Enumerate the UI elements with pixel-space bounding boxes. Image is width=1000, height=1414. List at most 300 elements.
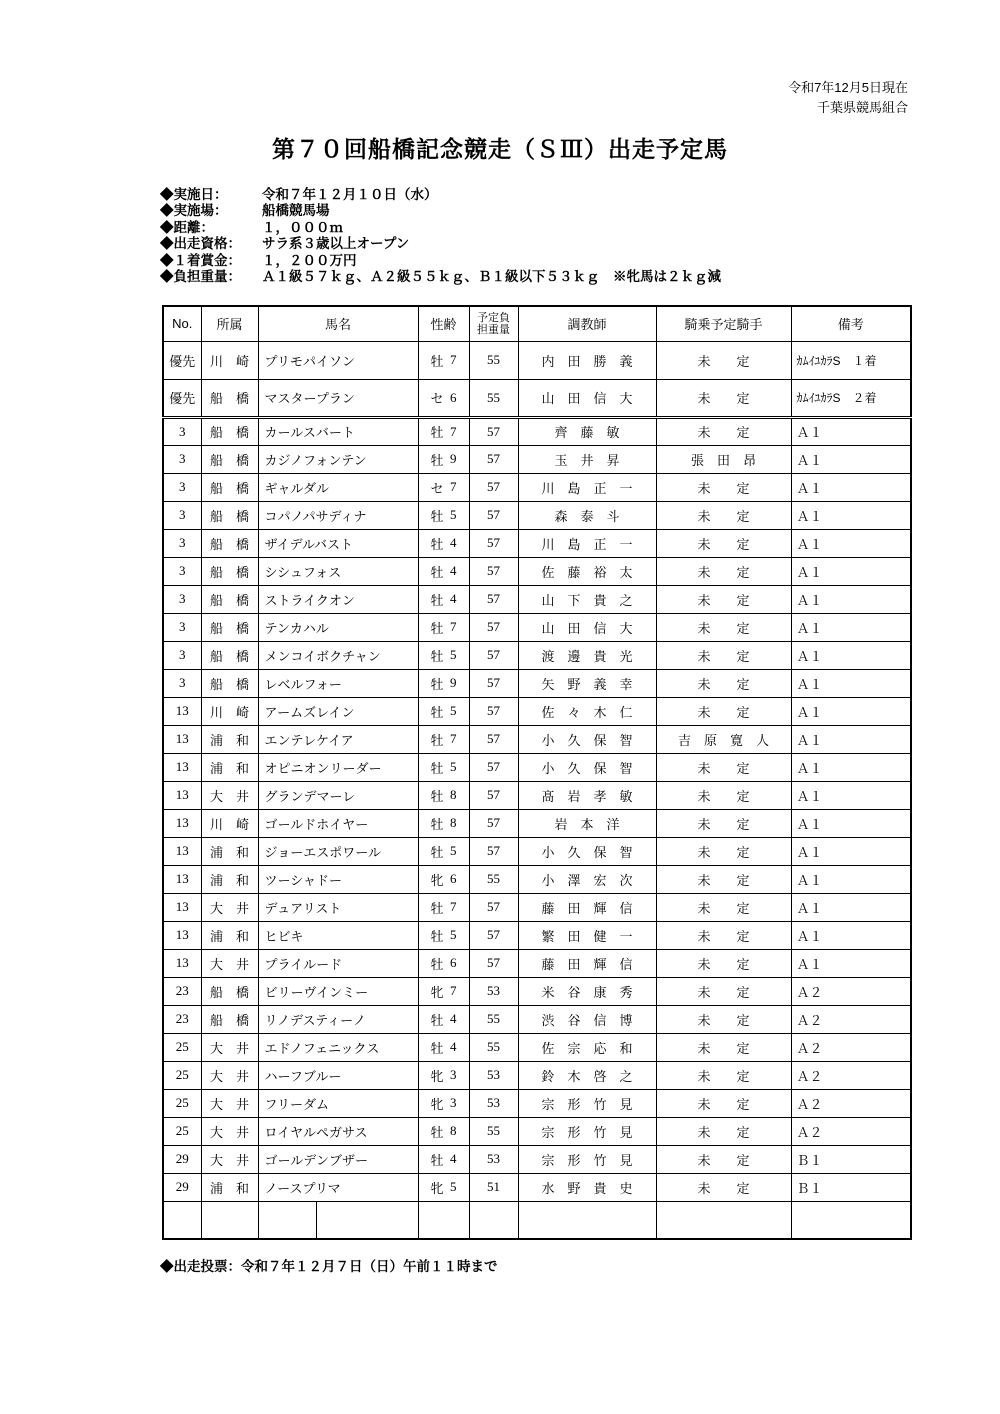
entry-remark: Ａ１ — [791, 865, 911, 893]
entry-sex-age — [418, 417, 469, 445]
entry-sex-age — [418, 473, 469, 501]
entry-sex-age — [418, 1173, 469, 1201]
entry-sex-age-wrap — [419, 590, 469, 609]
entry-affiliation: 大 井 — [201, 1061, 258, 1089]
race-info-value: サラ系３歳以上オープン — [262, 236, 410, 252]
entry-jockey: 未 定 — [656, 977, 791, 1005]
entry-no: 25 — [163, 1117, 201, 1145]
entry-trainer: 佐 藤 裕 太 — [518, 557, 656, 585]
entry-affiliation: 浦 和 — [201, 753, 258, 781]
entry-age: 5 — [450, 1179, 457, 1194]
entry-horse-name: ノースプリマ — [258, 1173, 418, 1201]
entry-weight: 57 — [469, 529, 518, 557]
entry-row — [163, 501, 911, 529]
entry-weight: 53 — [469, 1089, 518, 1117]
entry-affiliation: 大 井 — [201, 949, 258, 977]
entry-remark: Ａ１ — [791, 753, 911, 781]
entry-row — [163, 585, 911, 613]
entry-sex: 牡 — [430, 452, 444, 468]
entry-weight: 57 — [469, 949, 518, 977]
entry-sex-age-wrap — [419, 926, 469, 945]
entry-row — [163, 949, 911, 977]
entry-sex: 牡 — [430, 704, 444, 720]
entry-row — [163, 379, 911, 417]
entry-row — [163, 1033, 911, 1061]
entry-horse-name: エドノフェニックス — [258, 1033, 418, 1061]
entry-sex-age — [418, 641, 469, 669]
entry-sex-age-wrap — [419, 388, 469, 407]
entry-row — [163, 837, 911, 865]
empty-cell-horse — [258, 1201, 418, 1239]
entry-no: 13 — [163, 893, 201, 921]
entry-affiliation: 大 井 — [201, 781, 258, 809]
entry-horse-name: ツーシャドー — [258, 865, 418, 893]
entry-sex: 牝 — [430, 1180, 444, 1196]
entry-affiliation: 川 崎 — [201, 341, 258, 379]
entry-sex: 牡 — [430, 732, 444, 748]
entry-remark: Ａ１ — [791, 949, 911, 977]
entry-age: 7 — [450, 899, 457, 914]
entry-sex: セ — [430, 480, 444, 496]
entry-horse-name: ゴールドホイヤー — [258, 809, 418, 837]
entry-remark: Ａ１ — [791, 529, 911, 557]
entry-sex: 牡 — [430, 788, 444, 804]
entry-jockey: 吉 原 寛 人 — [656, 725, 791, 753]
entry-weight: 55 — [469, 1117, 518, 1145]
entry-row — [163, 1089, 911, 1117]
entry-age: 6 — [450, 871, 457, 886]
entry-sex: 牡 — [430, 844, 444, 860]
entry-no: 3 — [163, 557, 201, 585]
race-info-label: ◆実施日： — [160, 187, 228, 202]
entry-sex-age — [418, 865, 469, 893]
entry-weight: 57 — [469, 641, 518, 669]
entry-affiliation: 大 井 — [201, 1117, 258, 1145]
col-header-horse-name: 馬名 — [258, 306, 418, 341]
entry-weight: 55 — [469, 1005, 518, 1033]
entry-horse-name: テンカハル — [258, 613, 418, 641]
entry-row — [163, 753, 911, 781]
entry-age: 5 — [450, 703, 457, 718]
entry-trainer: 山 田 信 大 — [518, 613, 656, 641]
col-header-affiliation: 所属 — [201, 306, 258, 341]
entry-affiliation: 船 橋 — [201, 379, 258, 417]
entry-jockey: 未 定 — [656, 1117, 791, 1145]
entry-jockey: 未 定 — [656, 529, 791, 557]
entry-trainer: 小 久 保 智 — [518, 725, 656, 753]
entry-trainer: 森 泰 斗 — [518, 501, 656, 529]
entry-sex: 牡 — [430, 928, 444, 944]
entry-weight: 57 — [469, 445, 518, 473]
entry-remark: ｶﾑｲﾕｶﾗS ２着 — [791, 379, 911, 417]
table-header-row — [163, 306, 911, 341]
entry-no: 3 — [163, 669, 201, 697]
entry-horse-name: メンコイボクチャン — [258, 641, 418, 669]
entry-affiliation: 船 橋 — [201, 417, 258, 445]
race-info-value: 令和７年１２月１０日（水） — [262, 187, 438, 202]
entry-affiliation: 船 橋 — [201, 977, 258, 1005]
entry-horse-name: ロイヤルペガサス — [258, 1117, 418, 1145]
entry-sex-age-wrap — [419, 1010, 469, 1029]
entry-sex: 牡 — [430, 1124, 444, 1140]
entry-no: 優先 — [163, 379, 201, 417]
entry-remark: Ａ１ — [791, 557, 911, 585]
entry-jockey: 未 定 — [656, 417, 791, 445]
entry-trainer: 山 田 信 大 — [518, 379, 656, 417]
entry-weight: 57 — [469, 809, 518, 837]
entry-row — [163, 557, 911, 585]
entry-affiliation: 浦 和 — [201, 1173, 258, 1201]
entry-age: 4 — [450, 591, 457, 606]
empty-cell-affiliation — [201, 1201, 258, 1239]
entry-remark: Ａ１ — [791, 697, 911, 725]
empty-cell-horse-divider — [259, 1202, 317, 1238]
entry-trainer: 佐 宗 応 和 — [518, 1033, 656, 1061]
race-info-label: ◆負担重量： — [160, 269, 241, 285]
entry-age: 9 — [450, 675, 457, 690]
entry-no: 29 — [163, 1173, 201, 1201]
entry-age: 8 — [450, 815, 457, 830]
entry-affiliation: 船 橋 — [201, 445, 258, 473]
entry-sex-age-wrap — [419, 478, 469, 497]
race-info-item — [160, 220, 721, 236]
issue-date: 令和7年12月5日現在 — [788, 80, 908, 95]
entry-trainer: 宗 形 竹 見 — [518, 1145, 656, 1173]
entry-trainer: 宗 形 竹 見 — [518, 1089, 656, 1117]
entry-sex-age — [418, 341, 469, 379]
entry-sex-age — [418, 379, 469, 417]
entry-weight: 57 — [469, 501, 518, 529]
entry-sex-age-wrap — [419, 1038, 469, 1057]
entry-weight: 57 — [469, 921, 518, 949]
entry-remark: Ａ１ — [791, 781, 911, 809]
entry-no: 13 — [163, 921, 201, 949]
entry-row — [163, 529, 911, 557]
empty-cell-remarks — [791, 1201, 911, 1239]
entry-horse-name: グランデマーレ — [258, 781, 418, 809]
entry-weight: 57 — [469, 613, 518, 641]
entry-age: 7 — [450, 619, 457, 634]
entry-remark: Ａ１ — [791, 893, 911, 921]
entry-sex: 牡 — [430, 508, 444, 524]
entry-no: 3 — [163, 473, 201, 501]
entry-horse-name: リノデスティーノ — [258, 1005, 418, 1033]
entry-sex-age — [418, 529, 469, 557]
entry-sex-age — [418, 753, 469, 781]
entry-age: 7 — [450, 731, 457, 746]
entry-age: 5 — [450, 507, 457, 522]
entry-jockey: 未 定 — [656, 669, 791, 697]
entry-no: 25 — [163, 1089, 201, 1117]
entry-remark: Ａ１ — [791, 585, 911, 613]
entry-remark: Ａ２ — [791, 1089, 911, 1117]
entry-trainer: 繁 田 健 一 — [518, 921, 656, 949]
entry-sex-age-wrap — [419, 1150, 469, 1169]
entry-affiliation: 大 井 — [201, 1033, 258, 1061]
entry-weight: 57 — [469, 417, 518, 445]
entry-sex-age-wrap — [419, 351, 469, 370]
entry-no: 23 — [163, 977, 201, 1005]
entry-horse-name: ストライクオン — [258, 585, 418, 613]
entry-jockey: 未 定 — [656, 613, 791, 641]
entry-sex: 牡 — [430, 1040, 444, 1056]
entry-affiliation: 大 井 — [201, 1089, 258, 1117]
entry-no: 3 — [163, 641, 201, 669]
entry-sex: 牡 — [430, 1152, 444, 1168]
entry-jockey: 未 定 — [656, 753, 791, 781]
entry-row — [163, 781, 911, 809]
entry-row — [163, 669, 911, 697]
entry-sex-age — [418, 1089, 469, 1117]
entry-jockey: 未 定 — [656, 379, 791, 417]
entry-no: 13 — [163, 697, 201, 725]
entry-jockey: 未 定 — [656, 641, 791, 669]
entry-no: 13 — [163, 837, 201, 865]
entry-sex: 牡 — [430, 816, 444, 832]
entry-horse-name: ヒビキ — [258, 921, 418, 949]
entry-no: 3 — [163, 417, 201, 445]
entry-age: 6 — [450, 955, 457, 970]
entry-sex-age-wrap — [419, 506, 469, 525]
col-header-jockey: 騎乗予定騎手 — [656, 306, 791, 341]
entry-trainer: 小 澤 宏 次 — [518, 865, 656, 893]
entry-sex: 牡 — [430, 620, 444, 636]
entry-voting-note: ◆出走投票：令和７年１２月７日（日）午前１１時まで — [160, 1259, 498, 1274]
entry-sex-age — [418, 669, 469, 697]
entry-weight: 55 — [469, 379, 518, 417]
entry-affiliation: 船 橋 — [201, 557, 258, 585]
entry-row — [163, 1173, 911, 1201]
entry-sex-age — [418, 501, 469, 529]
empty-cell-trainer — [518, 1201, 656, 1239]
entry-horse-name: オピニオンリーダー — [258, 753, 418, 781]
entry-remark: Ａ２ — [791, 1117, 911, 1145]
entry-sex-age — [418, 1061, 469, 1089]
entry-sex-age-wrap — [419, 450, 469, 469]
entry-remark: Ａ１ — [791, 641, 911, 669]
entry-jockey: 未 定 — [656, 865, 791, 893]
entry-weight: 57 — [469, 585, 518, 613]
empty-cell-no — [163, 1201, 201, 1239]
entry-weight: 57 — [469, 669, 518, 697]
entry-jockey: 未 定 — [656, 1145, 791, 1173]
race-info-item — [160, 269, 721, 285]
race-info-value: 船橋競馬場 — [262, 203, 330, 219]
race-info-label: ◆出走資格： — [160, 236, 241, 252]
entry-sex: 牡 — [430, 760, 444, 776]
entry-affiliation: 大 井 — [201, 1145, 258, 1173]
entry-age: 7 — [450, 983, 457, 998]
entry-weight: 53 — [469, 1145, 518, 1173]
entry-horse-name: フリーダム — [258, 1089, 418, 1117]
entry-age: 4 — [450, 1039, 457, 1054]
entry-trainer: 小 久 保 智 — [518, 753, 656, 781]
entry-age: 9 — [450, 451, 457, 466]
entry-jockey: 未 定 — [656, 501, 791, 529]
entry-sex-age — [418, 613, 469, 641]
entry-weight: 57 — [469, 753, 518, 781]
col-header-sex-age: 性齢 — [418, 306, 469, 341]
col-header-remarks: 備考 — [791, 306, 911, 341]
entry-no: 13 — [163, 865, 201, 893]
entry-row — [163, 725, 911, 753]
entry-jockey: 未 定 — [656, 781, 791, 809]
entry-remark: Ａ１ — [791, 501, 911, 529]
race-info-value: １，２００万円 — [262, 252, 357, 268]
entry-remark: Ａ１ — [791, 473, 911, 501]
entry-sex-age-wrap — [419, 870, 469, 889]
entry-trainer: 米 谷 康 秀 — [518, 977, 656, 1005]
race-info-value: １，０００ｍ — [262, 219, 343, 235]
entry-weight: 57 — [469, 473, 518, 501]
entry-remark: ｶﾑｲﾕｶﾗS １着 — [791, 341, 911, 379]
entry-sex-age-wrap — [419, 842, 469, 861]
issuing-org: 千葉県競馬組合 — [816, 100, 908, 115]
entry-jockey: 未 定 — [656, 585, 791, 613]
entry-sex-age-wrap — [419, 1066, 469, 1085]
entry-trainer: 玉 井 昇 — [518, 445, 656, 473]
entry-sex-age-wrap — [419, 814, 469, 833]
race-info-label: ◆距離： — [160, 219, 214, 235]
entry-age: 5 — [450, 647, 457, 662]
entry-sex-age — [418, 1005, 469, 1033]
entry-trainer: 髙 岩 孝 敏 — [518, 781, 656, 809]
entry-affiliation: 船 橋 — [201, 473, 258, 501]
entry-weight: 57 — [469, 697, 518, 725]
entry-weight: 55 — [469, 865, 518, 893]
entry-no: 3 — [163, 445, 201, 473]
entry-row — [163, 1117, 911, 1145]
entry-sex-age — [418, 809, 469, 837]
entry-age: 3 — [450, 1095, 457, 1110]
entry-sex-age — [418, 837, 469, 865]
entry-horse-name: ギャルダル — [258, 473, 418, 501]
entry-affiliation: 川 崎 — [201, 697, 258, 725]
entry-sex-age — [418, 697, 469, 725]
entry-no: 13 — [163, 949, 201, 977]
entry-remark: Ａ２ — [791, 977, 911, 1005]
entry-trainer: 山 下 貴 之 — [518, 585, 656, 613]
entry-sex: 牡 — [430, 676, 444, 692]
entry-sex-age — [418, 557, 469, 585]
entry-remark: Ａ１ — [791, 445, 911, 473]
col-header-no: No. — [163, 306, 201, 341]
entry-affiliation: 船 橋 — [201, 1005, 258, 1033]
entry-sex: 牡 — [430, 536, 444, 552]
entry-age: 5 — [450, 759, 457, 774]
entry-no: 3 — [163, 613, 201, 641]
entry-no: 25 — [163, 1033, 201, 1061]
entry-trainer: 宗 形 竹 見 — [518, 1117, 656, 1145]
entry-affiliation: 浦 和 — [201, 837, 258, 865]
entry-trainer: 川 島 正 一 — [518, 529, 656, 557]
entry-remark: Ａ１ — [791, 809, 911, 837]
entry-sex-age — [418, 977, 469, 1005]
entry-row — [163, 613, 911, 641]
entry-jockey: 未 定 — [656, 1033, 791, 1061]
entry-weight: 55 — [469, 341, 518, 379]
entry-affiliation: 船 橋 — [201, 641, 258, 669]
entry-horse-name: プリモパイソン — [258, 341, 418, 379]
entry-horse-name: マスタープラン — [258, 379, 418, 417]
entry-sex: 牡 — [430, 1012, 444, 1028]
entry-horse-name: ゴールデンブザー — [258, 1145, 418, 1173]
entry-sex: 牡 — [430, 353, 444, 369]
entry-horse-name: ザイデルバスト — [258, 529, 418, 557]
entry-weight: 57 — [469, 837, 518, 865]
entry-sex: 牡 — [430, 900, 444, 916]
entry-no: 13 — [163, 753, 201, 781]
entry-no: 25 — [163, 1061, 201, 1089]
entry-sex: 牝 — [430, 872, 444, 888]
entry-age: 4 — [450, 1151, 457, 1166]
race-info-item — [160, 203, 721, 219]
entry-affiliation: 浦 和 — [201, 725, 258, 753]
entry-row — [163, 641, 911, 669]
col-header-weight-line1: 予定負 — [477, 311, 510, 324]
entry-age: 7 — [450, 352, 457, 367]
issue-info — [788, 78, 908, 118]
entry-row — [163, 1061, 911, 1089]
entry-row — [163, 1145, 911, 1173]
entry-row — [163, 417, 911, 445]
entry-weight: 53 — [469, 1061, 518, 1089]
empty-cell-jockey — [656, 1201, 791, 1239]
entry-row — [163, 865, 911, 893]
entry-weight: 57 — [469, 725, 518, 753]
entry-no: 13 — [163, 781, 201, 809]
entry-weight: 51 — [469, 1173, 518, 1201]
entry-jockey: 未 定 — [656, 893, 791, 921]
entry-row — [163, 977, 911, 1005]
table-header — [163, 306, 911, 341]
entry-jockey: 未 定 — [656, 1173, 791, 1201]
race-info-list — [160, 187, 721, 285]
race-info-item — [160, 187, 721, 203]
entry-sex-age-wrap — [419, 786, 469, 805]
entry-horse-name: プライルード — [258, 949, 418, 977]
entry-no: 3 — [163, 585, 201, 613]
entry-trainer: 藤 田 輝 信 — [518, 893, 656, 921]
entry-affiliation: 船 橋 — [201, 585, 258, 613]
entry-age: 3 — [450, 1067, 457, 1082]
entry-row — [163, 1005, 911, 1033]
entry-remark: Ｂ１ — [791, 1173, 911, 1201]
entry-sex-age-wrap — [419, 1178, 469, 1197]
entry-age: 4 — [450, 563, 457, 578]
entry-sex-age — [418, 893, 469, 921]
entry-age: 7 — [450, 479, 457, 494]
entry-sex-age — [418, 725, 469, 753]
entry-sex-age-wrap — [419, 982, 469, 1001]
entry-remark: Ａ１ — [791, 921, 911, 949]
entry-sex-age — [418, 1145, 469, 1173]
entry-trainer: 鈴 木 啓 之 — [518, 1061, 656, 1089]
entry-sex-age — [418, 445, 469, 473]
entry-trainer: 佐 々 木 仁 — [518, 697, 656, 725]
entry-trainer: 川 島 正 一 — [518, 473, 656, 501]
race-info-item — [160, 253, 721, 269]
page-title: 第７０回船橋記念競走（ＳⅢ）出走予定馬 — [272, 136, 728, 162]
entry-sex: 牡 — [430, 956, 444, 972]
entry-trainer: 渋 谷 信 博 — [518, 1005, 656, 1033]
race-info-label: ◆実施場： — [160, 203, 228, 219]
entries-table — [162, 305, 912, 1240]
entry-trainer: 小 久 保 智 — [518, 837, 656, 865]
entry-weight: 53 — [469, 977, 518, 1005]
entry-age: 6 — [450, 389, 457, 405]
entry-jockey: 未 定 — [656, 837, 791, 865]
